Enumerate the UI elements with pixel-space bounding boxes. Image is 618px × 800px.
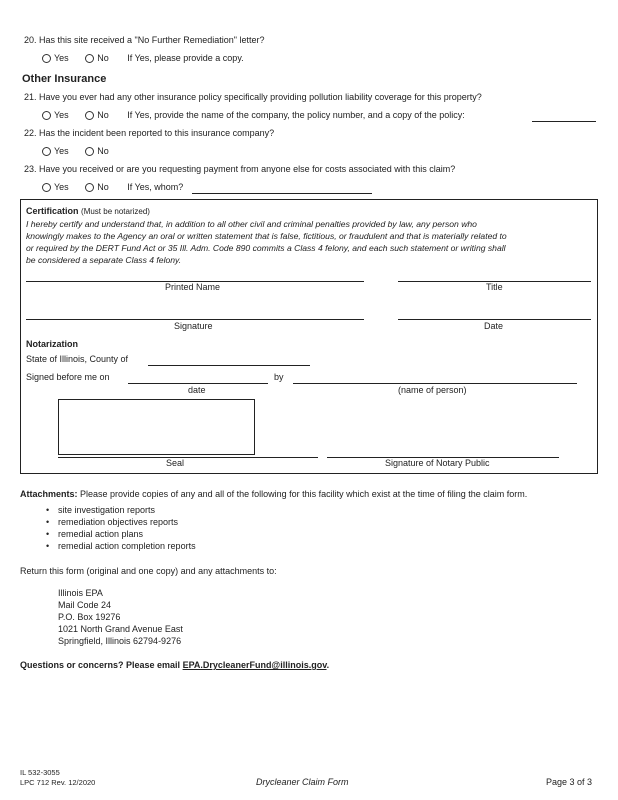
q20-no-radio[interactable]	[85, 54, 94, 63]
address-line: P.O. Box 19276	[58, 612, 121, 622]
q21-note: If Yes, provide the name of the company, the policy number, and a copy of the policy:	[127, 110, 465, 120]
address-line: 1021 North Grand Avenue East	[58, 624, 183, 634]
attachments-label: Attachments:	[20, 489, 78, 499]
other-insurance-heading: Other Insurance	[22, 73, 107, 85]
q23-no-label: No	[97, 182, 109, 192]
seal-line	[58, 457, 318, 458]
q20-options	[42, 53, 244, 63]
attachments-paragraph	[20, 489, 527, 499]
q23-note: If Yes, whom?	[127, 182, 184, 192]
q23-yes-label: Yes	[54, 182, 69, 192]
questions-text: Questions or concerns? Please email	[20, 660, 181, 670]
attachment-item: • remedial action completion reports	[58, 541, 196, 551]
address-line: Mail Code 24	[58, 600, 112, 610]
certification-line-4: be considered a separate Class 4 felony.	[26, 255, 182, 265]
q20-yes-radio[interactable]	[42, 54, 51, 63]
attachment-item: • remedial action plans	[58, 529, 143, 539]
q21-yes-label: Yes	[54, 110, 69, 120]
email-link[interactable]: EPA.DrycleanerFund@illinois.gov	[182, 660, 327, 670]
printed-name-label: Printed Name	[165, 282, 221, 292]
q22-no-label: No	[97, 146, 109, 156]
certification-heading-note: (Must be notarized)	[81, 207, 150, 216]
q23-answer-line[interactable]	[192, 193, 372, 194]
q23-options	[42, 182, 183, 192]
by-label: by	[274, 372, 284, 382]
signature-line[interactable]	[26, 319, 364, 320]
signature-label: Signature	[174, 321, 213, 331]
q21-answer-line[interactable]	[532, 121, 596, 122]
questions-line	[20, 660, 329, 670]
footer-form-name: Drycleaner Claim Form	[256, 777, 349, 787]
q22-yes-label: Yes	[54, 146, 69, 156]
q23-yes-radio[interactable]	[42, 183, 51, 192]
footer-code-1: IL 532-3055	[20, 768, 60, 777]
person-sublabel: (name of person)	[398, 385, 467, 395]
seal-label: Seal	[166, 458, 185, 468]
date-line[interactable]	[398, 319, 591, 320]
certification-line-3: or required by the DERT Fund Act or 35 Ill. Adm. Code 890 commits a Class 4 felony, and each such statement or writing shall	[26, 243, 506, 253]
questions-end: .	[326, 660, 330, 670]
title-label: Title	[486, 282, 503, 292]
q20-text: 20. Has this site received a "No Further Remediation" letter?	[24, 35, 265, 45]
certification-line-2: knowingly makes to the Agency an oral or written statement that is false, fictitious, or fraudulent and that is materially related to	[26, 231, 507, 241]
q21-yes-radio[interactable]	[42, 111, 51, 120]
certification-line-1: I hereby certify and understand that, in addition to all other civil and criminal penalties provided by law, any person who	[26, 219, 477, 229]
certification-heading: Certification	[26, 206, 79, 216]
address-line: Springfield, Illinois 62794-9276	[58, 636, 182, 646]
attachment-item: • site investigation reports	[58, 505, 155, 515]
q22-yes-radio[interactable]	[42, 147, 51, 156]
q21-no-radio[interactable]	[85, 111, 94, 120]
q21-text: 21. Have you ever had any other insurance policy specifically providing pollution liability coverage for this property?	[24, 92, 482, 102]
attachments-text: Please provide copies of any and all of the following for this facility which exist at the time of filing the claim form.	[80, 489, 528, 499]
q20-note: If Yes, please provide a copy.	[127, 53, 244, 63]
date-sublabel: date	[188, 385, 206, 395]
q23-no-radio[interactable]	[85, 183, 94, 192]
attachment-item: • remediation objectives reports	[58, 517, 178, 527]
notarization-heading: Notarization	[26, 339, 79, 349]
return-text: Return this form (original and one copy) and any attachments to:	[20, 566, 277, 576]
q22-options	[42, 146, 109, 156]
notary-signature-label: Signature of Notary Public	[385, 458, 490, 468]
seal-box	[58, 399, 255, 455]
footer-page: Page 3 of 3	[546, 777, 593, 787]
q23-text: 23. Have you received or are you requesting payment from anyone else for costs associated with this claim?	[24, 164, 456, 174]
q22-text: 22. Has the incident been reported to this insurance company?	[24, 128, 275, 138]
signed-before-label: Signed before me on	[26, 372, 110, 382]
state-county-label: State of Illinois, County of	[26, 354, 129, 364]
q20-yes-label: Yes	[54, 53, 69, 63]
certification-title	[26, 206, 150, 216]
address-line: Illinois EPA	[58, 588, 103, 598]
county-line[interactable]	[148, 365, 310, 366]
q21-options	[42, 110, 465, 120]
signed-date-line[interactable]	[128, 383, 268, 384]
q20-no-label: No	[97, 53, 109, 63]
footer-code-2: LPC 712 Rev. 12/2020	[20, 778, 96, 787]
q22-no-radio[interactable]	[85, 147, 94, 156]
date-label: Date	[484, 321, 504, 331]
signed-person-line[interactable]	[293, 383, 577, 384]
q21-no-label: No	[97, 110, 109, 120]
